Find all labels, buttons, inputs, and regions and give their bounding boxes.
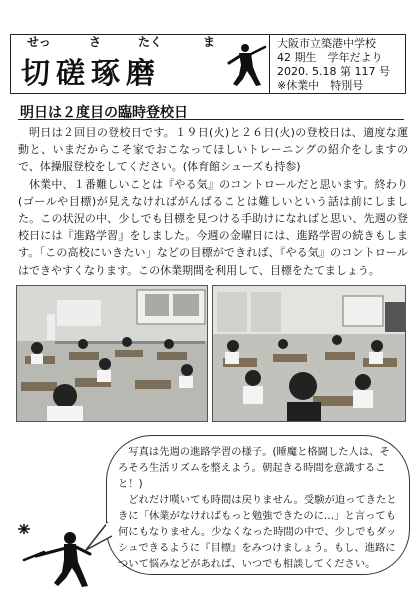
headline-underline (18, 119, 404, 120)
title-char: 琢 (91, 56, 127, 90)
bubble-paragraph: どれだけ嘆いても時間は戻りません。受験が迫ってきたときに「休業がなければもっと勉強できたのに…」と言っても何にもなりません。少なくなった時間の中で、少しでもダッシュできるように『目標』をみつけましょう。もし、進路について悩みなどがあれば、いつでも相談してください。 (118, 494, 397, 570)
classroom-photo-left (16, 285, 208, 422)
title-ruby: ま (203, 35, 216, 49)
batter-with-sparkle-icon (14, 520, 104, 590)
article-headline: 明日は２度目の臨時登校日 (20, 105, 188, 121)
issue-line: 42 期生 学年だより (277, 51, 383, 64)
school-name: 大阪市立築港中学校 (277, 37, 376, 50)
bubble-paragraph: 写真は先週の進路学習の様子。(睡魔と格闘した人は、そろそろ生活リズムを整えよう。朝起きる時間を意識すること！) (118, 446, 390, 490)
title-ruby: さ (89, 35, 102, 49)
title-char: 磋 (56, 56, 92, 90)
classroom-photo-right (212, 285, 406, 422)
bubble-text (118, 444, 400, 572)
date-line: 2020. 5.18 第 117 号 (277, 65, 390, 78)
newsletter-header (10, 34, 406, 94)
note-line: ※休業中 特別号 (277, 79, 364, 92)
title-char: 磨 (126, 56, 162, 90)
title-char: 切 (21, 56, 57, 90)
article-paragraph: 休業中、１番難しいことは『やる気』のコントロールだと思います。終わり(ゴールや目標)が見えなければがんばることは難しいという話は前にしました。この状況の中、少しでも目標を見つける手助けになればと思い、先週の登校日には『進路学習』をしました。今週の金曜日には、進路学習の続きもします。「この高校にいきたい」などの目標ができれば、『やる気』のコントロールはできやすくなります。この休業期間を利用して、目標をたてましょう。 (18, 177, 408, 277)
baseball-batter-icon (221, 41, 267, 89)
article-body (18, 124, 408, 279)
title-ruby: たく (138, 35, 163, 49)
newsletter-title (21, 51, 161, 92)
title-ruby: せっ (27, 35, 51, 49)
article-paragraph: 明日は２回目の登校日です。１９日(火)と２６日(火)の登校日は、適度な運動と、いまだからこそ家でおこなってほしいトレーニングの紹介をしますので、体操服登校をしてください。(体育館シューズも持参) (18, 126, 408, 174)
header-divider (269, 35, 270, 93)
